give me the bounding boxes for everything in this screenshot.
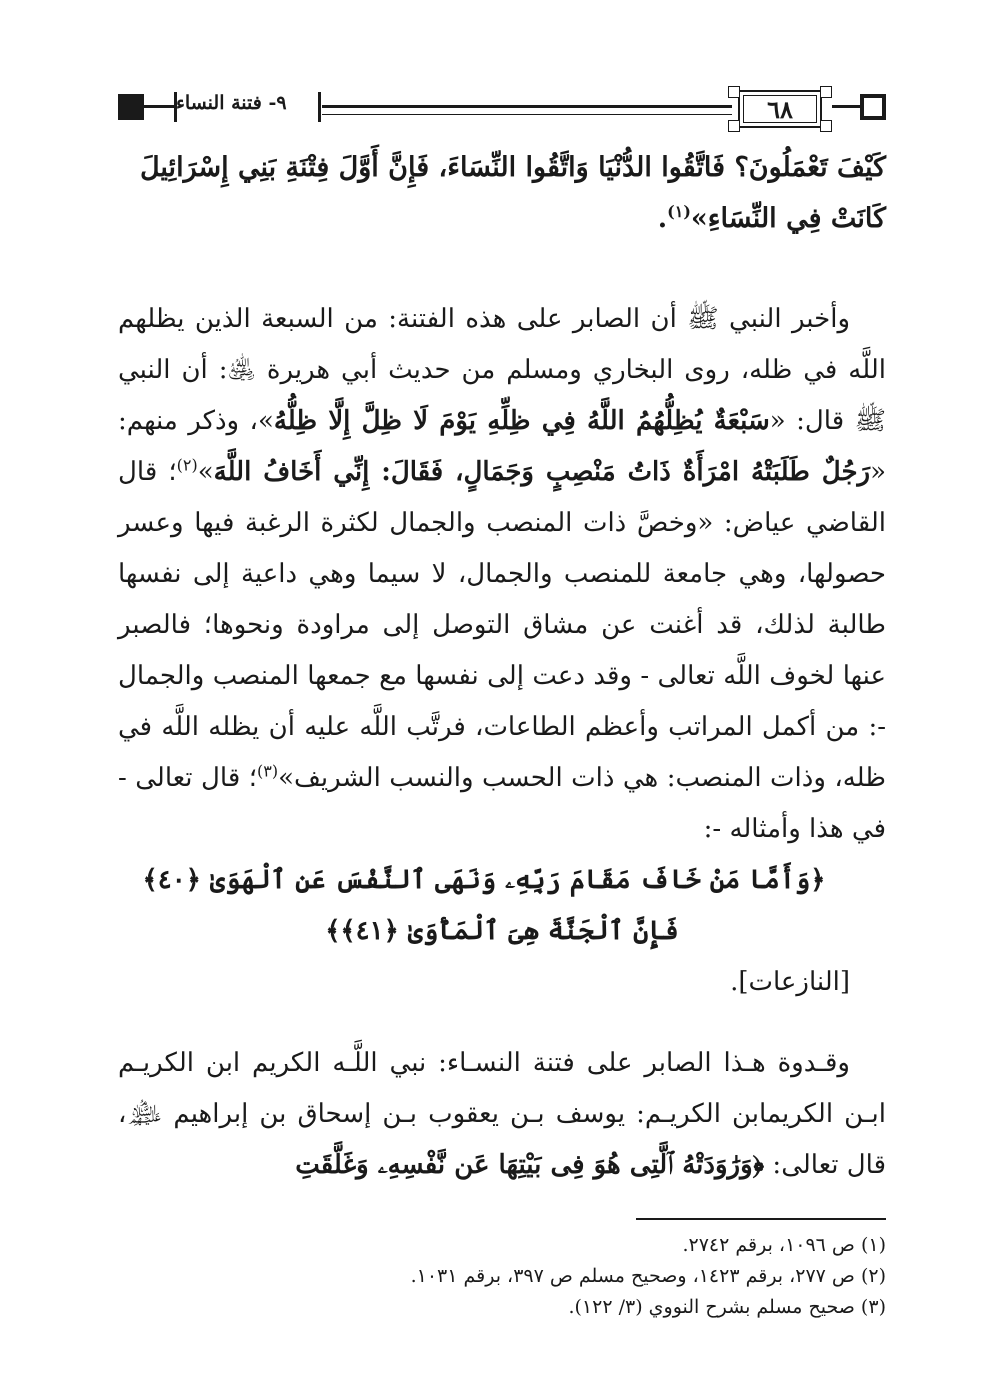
text-run: ؛ قال تعالى - في هذا وأمثاله -:: [118, 763, 886, 844]
footnote-divider: [636, 1218, 886, 1220]
text-run: وقـدوة هـذا الصابر على فتنة النسـاء: نبي اللَّـه الكريم ابن الكريـم ابـن الكريمابن الكريـم: يوسف بـن يعقوب بـن إسحاق بن إبراهيم ﵈، قال تعالى:: [118, 1048, 887, 1180]
frame-corner-ornament: [820, 120, 832, 132]
text-run: »: [197, 457, 214, 487]
quran-verse: ﴿وَرَٰوَدَتْهُ ٱلَّتِى هُوَ فِى بَيْتِهَا عَن نَّفْسِهِۦ وَغَلَّقَتِ: [295, 1150, 765, 1180]
hadith-quote: سَبْعَةٌ يُظِلُّهُمُ اللَّهُ فِي ظِلِّهِ يَوْمَ لَا ظِلَّ إِلَّا ظِلُّهُ: [273, 406, 770, 436]
footnote-item: (١) ص ١٠٩٦، برقم ٢٧٤٢.: [682, 1234, 886, 1256]
text-run: ؛ قال القاضي عياض: «وخصَّ ذات المنصب والجمال لكثرة الرغبة فيها وعسر حصولها، وهي جامعة للمنصب والجمال، لا سيما وهي داعية إلى نفسها طالبة لذلك، قد أغنت عن مشاق التوصل إلى مراودة ونحوها؛ فالصبر عنها لخوف اللَّه تعالى - وقد دعت إلى نفسها مع جمعها المنصب والجمال -: من أكمل المراتب وأعظم الطاعات، فرتَّب اللَّه عليه أن يظله اللَّه في ظله، وذات المنصب: هي ذات الحسب والنسب الشريف»: [118, 457, 886, 793]
book-page: [118, 80, 886, 1370]
header-rule: [144, 105, 174, 108]
paragraph-yusuf: [118, 1038, 886, 1191]
hadith-line: كَيْفَ تَعْمَلُونَ؟ فَاتَّقُوا الدُّنْيَا وَاتَّقُوا النِّسَاءَ، فَإِنَّ أَوَّلَ فِتْنَةِ بَنِي إِسْرَائِيلَ: [139, 152, 886, 183]
punctuation: .: [657, 203, 668, 234]
frame-corner-ornament: [728, 86, 740, 98]
header-rule: [832, 105, 860, 108]
footnote-ref: (١): [667, 202, 691, 221]
header-rule-thin: [322, 114, 732, 115]
quran-verse: ﴿وَأَمَّا مَنْ خَافَ مَقَامَ رَبِّهِۦ وَنَهَى ٱلنَّفْسَ عَنِ ٱلْهَوَىٰ ﴿٤٠﴾ فَإِنَّ ٱلْجَنَّةَ هِىَ ٱلْمَأْوَىٰ ﴿٤١﴾﴾: [142, 865, 826, 946]
header-rule: [322, 105, 732, 108]
paragraph-seven-shaded: [118, 294, 886, 1008]
page-header: [118, 90, 886, 126]
footnote-ref: (٢): [176, 455, 198, 475]
page-number-frame: [738, 90, 822, 128]
hadith-line: كَانَتْ فِي النِّسَاءِ»: [690, 203, 886, 234]
header-separator: [318, 92, 321, 122]
footnote-item: (٢) ص ٢٧٧، برقم ١٤٢٣، وصحيح مسلم ص ٣٩٧، برقم ١٠٣١.: [410, 1265, 886, 1287]
header-ornament-square: [118, 94, 144, 120]
hadith-continuation: [118, 142, 886, 244]
chapter-title: ٩- فتنة النساء: [176, 92, 287, 114]
footnote-item: (٣) صحيح مسلم بشرح النووي (٣/ ١٢٢).: [568, 1296, 886, 1318]
text-run: »، وذكر منهم: «: [118, 406, 886, 487]
frame-corner-ornament: [728, 120, 740, 132]
text-run: وأخبر النبي ﷺ أن الصابر على هذه الفتنة: من السبعة الذين يظلهم اللَّه في ظله، روى البخاري ومسلم من حديث أبي هريرة ﵁: أن النبي ﷺ قال: «: [118, 304, 886, 436]
quran-source: [النازعات].: [730, 967, 850, 997]
footnotes: [118, 1230, 886, 1323]
footnote-ref: (٣): [256, 761, 279, 781]
hadith-quote: رَجُلٌ طَلَبَتْهُ امْرَأَةٌ ذَاتُ مَنْصِبٍ وَجَمَالٍ، فَقَالَ: إِنِّي أَخَافُ اللَّهَ: [213, 457, 871, 487]
header-ornament-square-outline: [860, 94, 886, 120]
page-number: ٦٨: [767, 95, 793, 124]
frame-corner-ornament: [820, 86, 832, 98]
